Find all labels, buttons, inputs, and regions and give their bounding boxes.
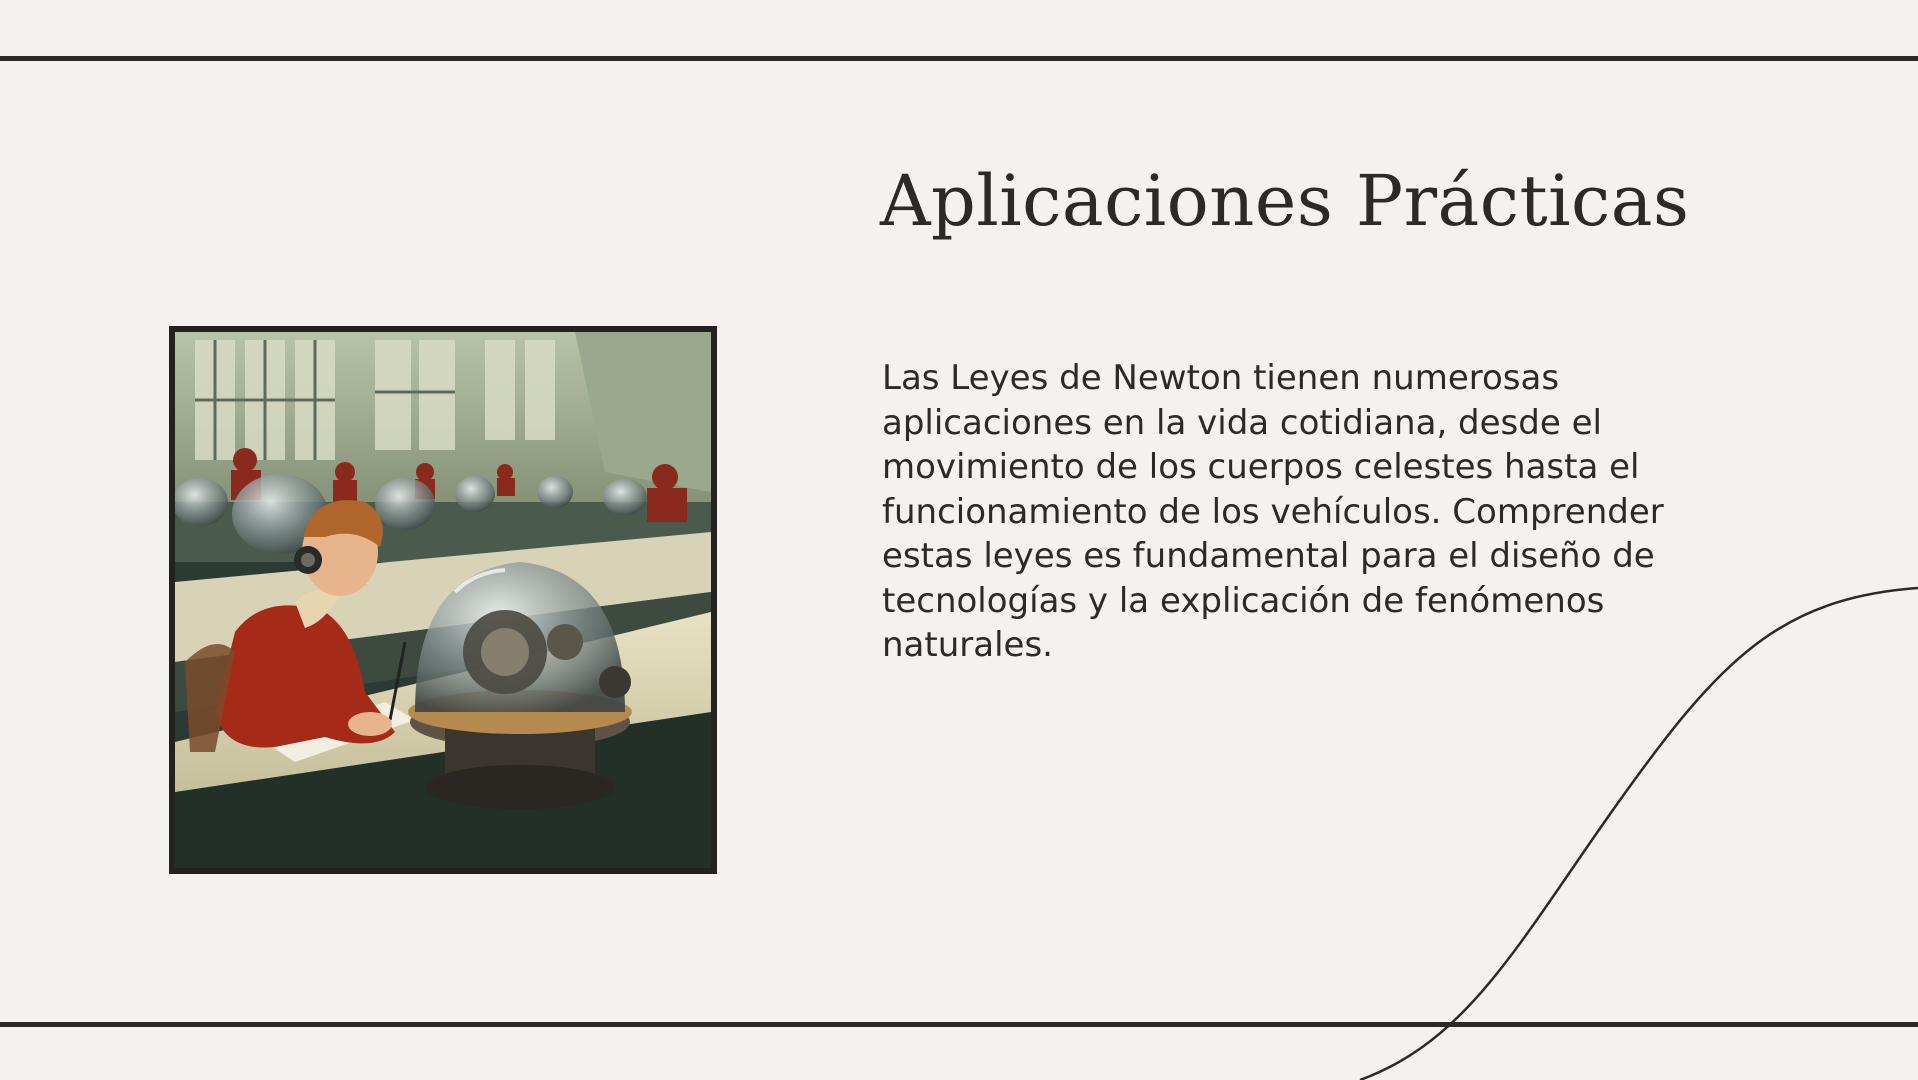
slide-title: Aplicaciones Prácticas bbox=[880, 160, 1690, 242]
slide-body-text: Las Leyes de Newton tienen numerosas aplicaciones en la vida cotidiana, desde el movimiento de los cuerpos celestes hasta el funcionamiento de los vehículos. Comprender estas leyes es fundamental para el diseño de tecnologías y la explicación de fenómenos naturales. bbox=[882, 358, 1664, 665]
bottom-divider bbox=[0, 1022, 1918, 1027]
